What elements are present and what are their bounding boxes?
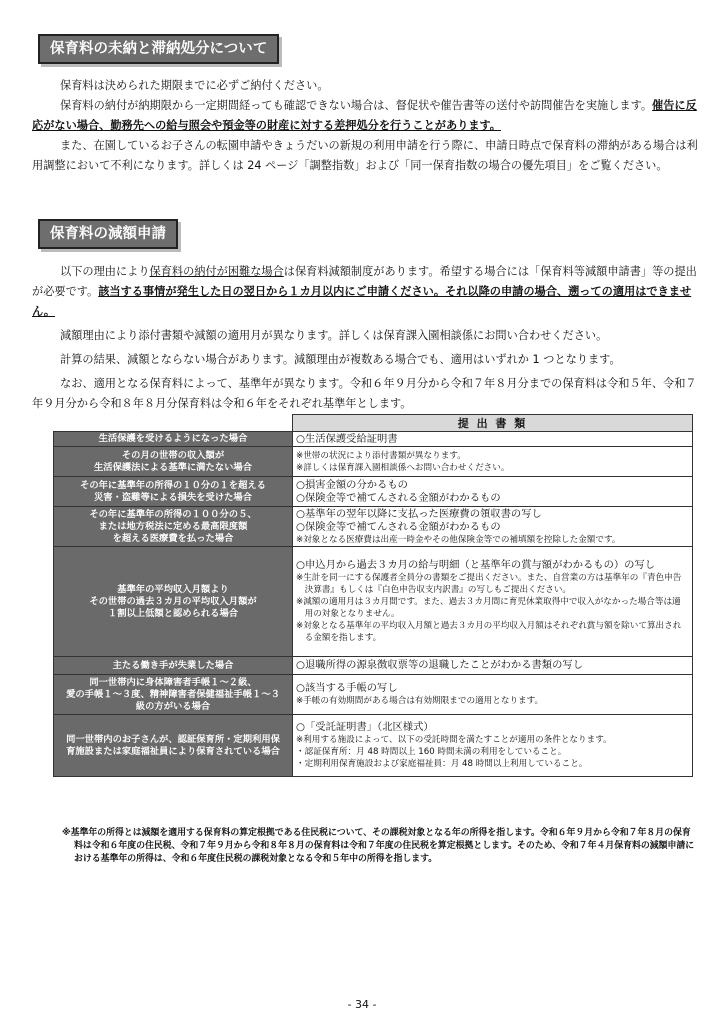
reduction-text <box>32 262 698 414</box>
reason-cell: 同一世帯内のお子さんが、認証保育所・定期利用保 育施設または家庭福祉員により保育されている場合 <box>54 715 293 777</box>
documents-cell <box>293 715 693 777</box>
documents-table <box>53 414 693 777</box>
arrears-text <box>32 76 698 176</box>
document-item: ○申込月から過去３カ月の給与明細（と基準年の賞与額がわかるもの）の写し <box>296 559 656 571</box>
documents-cell <box>293 432 693 447</box>
reason-cell: 主たる働き手が失業した場合 <box>54 657 293 675</box>
document-item: ○基準年の翌年以降に支払った医療費の領収書の写し <box>296 507 542 520</box>
page-number: - 34 - <box>347 998 377 1011</box>
document-item: ○該当する手帳の写し <box>296 682 398 694</box>
document-note: ※詳しくは保育課入園相談係へお問い合わせください。 <box>296 462 510 473</box>
reduction-p2: 減額理由により添付書類や減額の適用月が異なります。詳しくは保育課入園相談係にお問い合わせください。 <box>60 329 608 342</box>
documents-cell <box>293 675 693 715</box>
table-row <box>54 715 693 777</box>
document-note: ・定期利用保育施設および家庭福祉員：月 48 時間以上利用していること。 <box>296 759 588 769</box>
reduction-p1a: 以下の理由により <box>60 265 150 278</box>
document-note: ※世帯の状況により添付書類が異なります。 <box>296 450 466 461</box>
document-note: ※利用する施設によって、以下の受託時間を満たすことが適用の条件となります。 <box>296 735 612 745</box>
document-item: ○保険金等で補てんされる金額がわかるもの <box>296 520 501 533</box>
table-row <box>54 447 693 477</box>
document-note: ・認証保育所：月 48 時間以上 160 時間未満の利用をしていること。 <box>296 747 567 757</box>
reduction-p1d: 該当する事情が発生した日の翌日から１カ月以内にご申請ください。それ以降の申請の場合、遡っての適用はできません。 <box>32 285 692 318</box>
document-item: ○「受託証明書」（北区様式） <box>296 721 434 733</box>
document-item: ○退職所得の源泉徴収票等の退職したことがわかる書類の写し <box>296 659 583 671</box>
table-row <box>54 477 693 507</box>
reason-cell: 基準年の平均収入月額より その世帯の過去３カ月の平均収入月額が １割以上低額と認められる場合 <box>54 547 293 657</box>
reduction-p4: なお、適用となる保育料によって、基準年が異なります。令和６年９月分から令和７年８月分までの保育料は令和５年、令和７年９月分から令和８年８月分保育料は令和６年をそれぞれ基準年とします。 <box>32 377 697 410</box>
arrears-p1: 保育料は決められた期限までに必ずご納付ください。 <box>60 79 329 92</box>
table-header: 提 出 書 類 <box>293 415 693 432</box>
documents-cell <box>293 507 693 547</box>
documents-cell <box>293 477 693 507</box>
footnote: ※基準年の所得とは減額を適用する保育料の算定根拠である住民税について、その課税対象となる年の所得を指します。令和６年９月から令和７年８月の保育料は令和６年度の住民税、令和７年９月から令和８年８月の保育料は令和７年度の住民税を算定根拠とします。そのため、令和７年４月保育料の減額申請における基準年の所得は、令和６年度住民税の課税対象となる令和５年中の所得を指します。 <box>62 828 695 864</box>
reason-cell: その年に基準年の所得の１００分の５、 または地方税法に定める最高限度額 を超える医療費を払った場合 <box>54 507 293 547</box>
arrears-p2b: 催告に反応がない場合、勤務先への給与照会や預金等の財産に対する差押処分を行うことがあります。 <box>32 99 697 132</box>
documents-cell <box>293 657 693 675</box>
documents-cell <box>293 447 693 477</box>
document-item: ○保険金等で補てんされる金額がわかるもの <box>296 491 501 504</box>
section-title-arrears: 保育料の未納と滞納処分について <box>38 34 279 64</box>
table-row <box>54 657 693 675</box>
reason-cell: その月の世帯の収入額が 生活保護法による基準に満たない場合 <box>54 447 293 477</box>
reduction-p1b: 保育料の納付が困難な場合 <box>149 265 284 278</box>
document-note: ※対象となる医療費は出産一時金やその他保険金等での補填額を控除した金額です。 <box>296 534 621 545</box>
documents-cell <box>293 547 693 657</box>
document-item: ○損害金額の分かるもの <box>296 478 408 491</box>
reason-cell: 同一世帯内に身体障害者手帳１～２級、 愛の手帳１～３度、精神障害者保健福祉手帳１～３ 級の方がいる場合 <box>54 675 293 715</box>
reduction-p1c: は保育料減額制度があります。希望する場合には「保育料等減額申請書」等の提出が必要です。 <box>32 265 697 298</box>
document-item: ○生活保護受給証明書 <box>296 432 398 445</box>
arrears-p2a: 保育料の納付が納期限から一定期間経っても確認できない場合は、督促状や催告書等の送付や訪問催告を実施します。 <box>60 99 653 112</box>
table-row <box>54 675 693 715</box>
arrears-p3: また、在園しているお子さんの転園申請やきょうだいの新規の利用申請を行う際に、申請日時点で保育料の滞納がある場合は利用調整において不利になります。詳しくは 24 ページ「調整指数」および「同一保育指数の場合の優先項目」をご覧ください。 <box>32 139 698 172</box>
reason-cell: 生活保護を受けるようになった場合 <box>54 432 293 447</box>
document-note: ※手帳の有効期間がある場合は有効期限までの適用となります。 <box>296 696 544 706</box>
document-note: ※対象となる基準年の平均収入月額と過去３カ月の平均収入月額はそれぞれ賞与額を除いて算出される金額を指します。 <box>296 621 682 643</box>
reason-cell: その年に基準年の所得の１０分の１を超える 災害・盗難等による損失を受けた場合 <box>54 477 293 507</box>
table-row <box>54 507 693 547</box>
document-note: ※減額の適用月は３カ月間です。また、過去３カ月間に育児休業取得中で収入がなかった場合等は適用の対象となりません。 <box>296 597 681 619</box>
document-note: ※生計を同一にする保護者全員分の書類をご提出ください。また、自営業の方は基準年の『青色申告決算書』もしくは『白色申告収支内訳書』の写しもご提出ください。 <box>296 573 682 595</box>
reduction-p3: 計算の結果、減額とならない場合があります。減額理由が複数ある場合でも、適用はいずれか 1 つとなります。 <box>60 353 621 366</box>
table-corner <box>54 415 293 432</box>
table-row <box>54 547 693 657</box>
table-row <box>54 432 693 447</box>
section-title-reduction: 保育料の減額申請 <box>38 219 178 249</box>
